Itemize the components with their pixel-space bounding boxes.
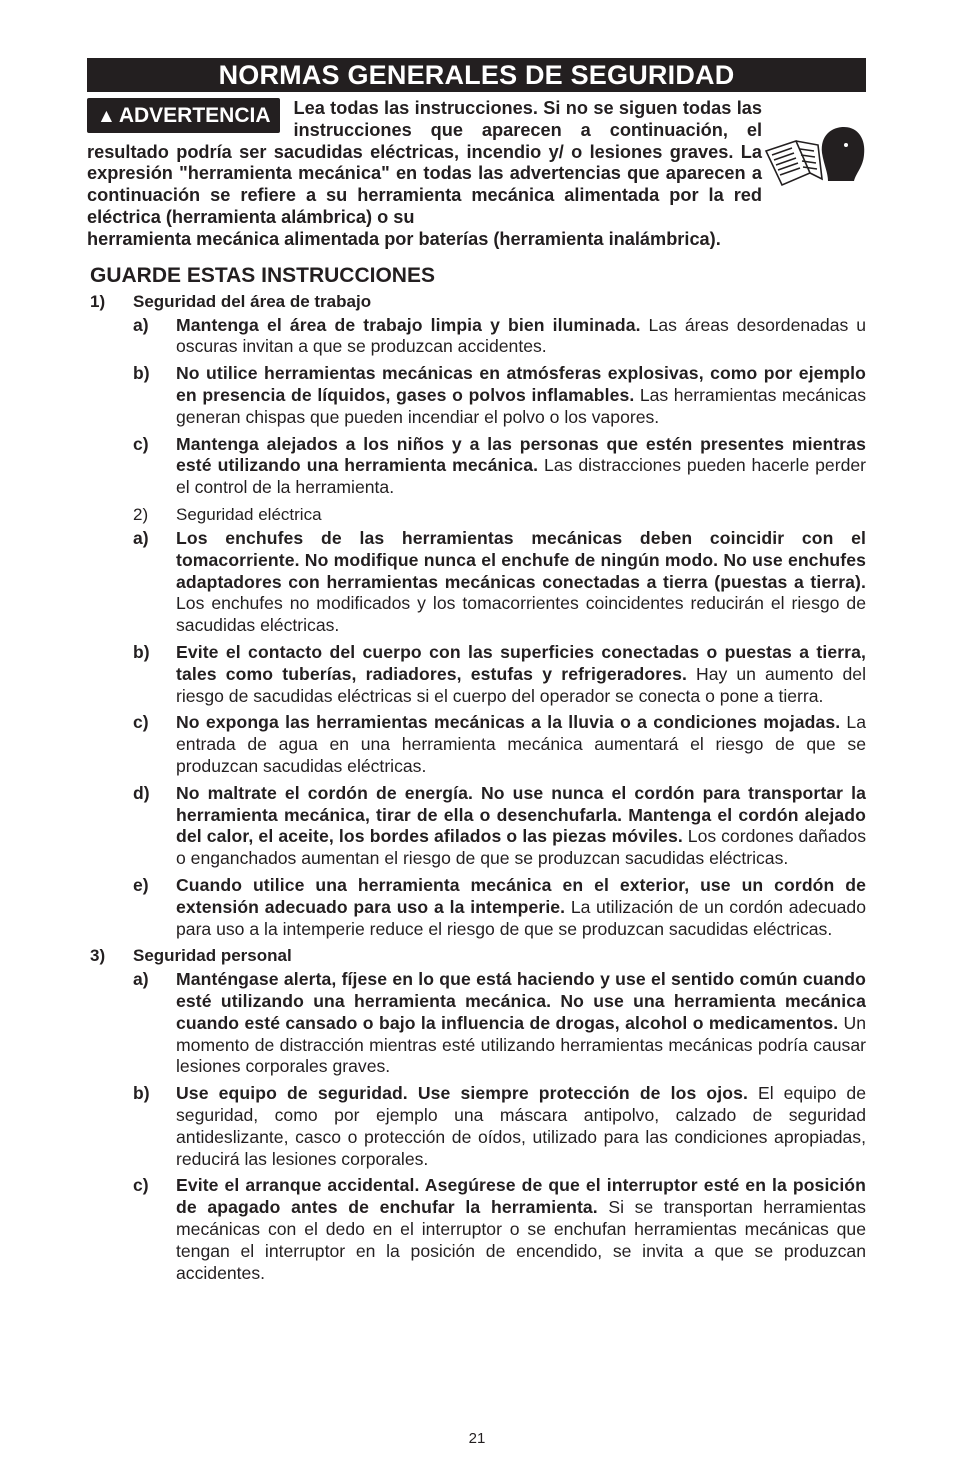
item-body <box>176 528 866 637</box>
item-bold-text: Evite el contacto del cuerpo con las superficies conectadas o puestas a tierra, tales como tuberías, radiadores, estufas y refrigeradores. <box>176 641 866 684</box>
list-item <box>87 315 866 359</box>
list-item <box>87 434 866 499</box>
list-item <box>87 363 866 428</box>
item-letter: e) <box>133 874 149 895</box>
warning-triangle-icon: ▲ <box>97 106 116 127</box>
section-heading <box>90 291 866 313</box>
item-bold-text: Evite el arranque accidental. Asegúrese de que el interruptor esté en la posición de apagado antes de enchufar la herramienta. <box>176 1175 866 1218</box>
item-letter: a) <box>133 969 149 990</box>
item-letter: a) <box>133 314 149 335</box>
item-body <box>176 1175 866 1284</box>
section-heading <box>90 945 866 967</box>
item-text: El equipo de seguridad, como por ejemplo una máscara antipolvo, calzado de seguridad antideslizante, casco o protección de oídos, utilizado para las condiciones apropiadas, reducirá las lesiones corporales. <box>176 1083 866 1169</box>
item-body <box>176 1083 866 1170</box>
item-text: Si se transportan herramientas mecánicas con el dedo en el interruptor o se enchufan herramientas mecánicas que tengan el interruptor en la posición de encendido, se invita a que se produzcan accidentes. <box>176 1197 866 1283</box>
item-text: Las áreas desordenadas u oscuras invitan a que se produzcan accidentes. <box>176 314 867 357</box>
item-body <box>176 434 866 499</box>
section-title: Seguridad del área de trabajo <box>133 291 372 311</box>
page-number: 21 <box>468 1430 486 1447</box>
item-bold-text: Manténgase alerta, fíjese en lo que está haciendo y use el sentido común cuando esté utilizando una herramienta mecánica. No use una herramienta mecánica cuando esté cansado o bajo la influencia de drogas, alcohol o medicamentos. <box>176 969 866 1033</box>
item-letter: c) <box>133 433 149 454</box>
item-text: Hay un aumento del riesgo de sacudidas eléctricas si el cuerpo del operador se conecta o pone a tierra. <box>176 663 866 706</box>
page-title: NORMAS GENERALES DE SEGURIDAD <box>87 58 866 92</box>
list-item <box>87 875 866 940</box>
item-bold-text: Mantenga el área de trabajo limpia y bien iluminada. <box>176 314 641 335</box>
item-bold-text: Use equipo de seguridad. Use siempre protección de los ojos. <box>176 1083 748 1104</box>
item-letter: c) <box>133 1175 149 1196</box>
item-letter: c) <box>133 712 149 733</box>
warning-badge-label: ADVERTENCIA <box>118 104 271 127</box>
item-body <box>176 363 866 428</box>
item-body <box>176 642 866 707</box>
item-bold-text: No utilice herramientas mecánicas en atmósferas explosivas, como por ejemplo en presencia de líquidos, gases o polvos inflamables. <box>176 363 866 405</box>
page-content <box>87 58 866 1289</box>
list-item <box>87 712 866 777</box>
item-letter: a) <box>133 527 149 548</box>
section-heading <box>133 504 866 526</box>
item-letter: d) <box>133 782 150 803</box>
item-text: Las herramientas mecánicas generan chispas que pueden incendiar el polvo o los vapores. <box>176 384 866 427</box>
list-item <box>87 642 866 707</box>
item-text: Los enchufes no modificados y los tomacorrientes coincidentes reducirán el riesgo de sacudidas eléctricas. <box>176 593 866 636</box>
item-body <box>176 315 866 359</box>
item-text: La entrada de agua en una herramienta mecánica aumentará el riesgo de que se produzcan sacudidas eléctricas. <box>176 712 866 776</box>
section-title: Seguridad eléctrica <box>176 504 322 524</box>
item-body <box>176 712 866 777</box>
item-bold-text: No exponga las herramientas mecánicas a la lluvia o a condiciones mojadas. <box>176 712 841 733</box>
list-item <box>87 783 866 870</box>
list-item <box>87 1175 866 1284</box>
list-item <box>87 1083 866 1170</box>
item-text: Los cordones dañados o enganchados aumentan el riesgo de que se produzcan sacudidas eléctricas. <box>176 826 866 869</box>
item-body <box>176 969 866 1078</box>
save-instructions-heading: GUARDE ESTAS INSTRUCCIONES <box>90 263 435 287</box>
section-number: 1) <box>90 291 106 311</box>
item-letter: b) <box>133 641 150 662</box>
section-number: 2) <box>133 504 149 524</box>
item-body <box>176 783 866 870</box>
section-title: Seguridad personal <box>133 946 292 966</box>
section-number: 3) <box>90 946 106 966</box>
item-body <box>176 875 866 940</box>
warning-text-main: Lea todas las instrucciones. Si no se siguen todas las instrucciones que aparecen a continuación, el resultado podría ser sacudidas eléctricas, incendio y/ o lesiones graves. La expresión "herramienta mecánica" en todas las advertencias que aparecen a continuación se refiere a su herramienta mecánica alimentada por la red eléctrica (herramienta alámbrica) o su <box>87 98 762 227</box>
item-bold-text: Mantenga alejados a los niños y a las personas que estén presentes mientras esté utilizando una herramienta mecánica. <box>176 433 866 476</box>
item-letter: b) <box>133 363 150 384</box>
item-bold-text: No maltrate el cordón de energía. No use nunca el cordón para transportar la herramienta mecánica, tirar de ella o desenchufarla. Mantenga el cordón alejado del calor, el aceite, los bordes afilados o las piezas móviles. <box>176 782 866 847</box>
list-item <box>87 528 866 637</box>
item-text: Un momento de distracción mientras esté utilizando herramientas mecánicas podría causar lesiones corporales graves. <box>176 1012 866 1077</box>
warning-block <box>87 98 866 251</box>
warning-badge <box>87 98 280 133</box>
warning-text-last: herramienta mecánica alimentada por baterías (herramienta inalámbrica). <box>87 228 721 249</box>
item-text: La utilización de un cordón adecuado para uso a la intemperie reduce el riesgo de que se produzcan sacudidas eléctricas. <box>176 896 866 939</box>
item-text: Las distracciones pueden hacerle perder el control de la herramienta. <box>176 455 866 498</box>
item-bold-text: Los enchufes de las herramientas mecánicas deben coincidir con el tomacorriente. No modifique nunca el enchufe de ningún modo. No use enchufes adaptadores con herramientas mecánicas conectadas a tierra (puestas a tierra). <box>176 527 866 592</box>
item-bold-text: Cuando utilice una herramienta mecánica en el exterior, use un cordón de extensión adecuado para uso a la intemperie. <box>176 874 866 917</box>
manual-reading-icon <box>762 123 866 193</box>
list-item <box>87 969 866 1078</box>
item-letter: b) <box>133 1083 150 1104</box>
